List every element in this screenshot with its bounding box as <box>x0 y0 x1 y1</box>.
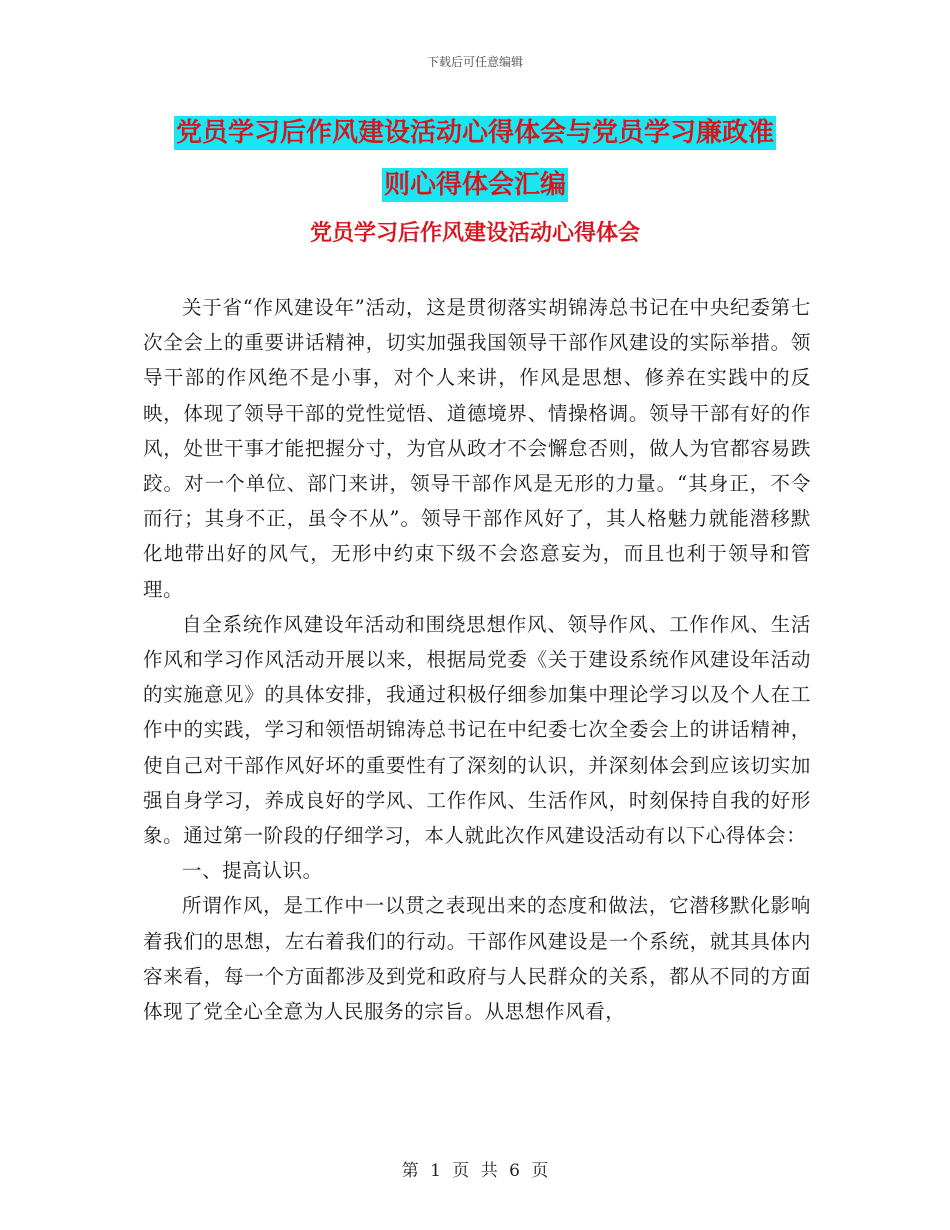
document-title-line-2: 则心得体会汇编 <box>383 170 566 200</box>
paragraph-4: 所谓作风，是工作中一以贯之表现出来的态度和做法，它潜移默化影响着我们的思想，左右着我们的行动。干部作风建设是一个系统，就其具体内容来看，每一个方面都涉及到党和政府与人民群众的关系，都从不同的方面体现了党全心全意为人民服务的宗旨。从思想作风看， <box>143 894 811 1024</box>
paragraph-1: 关于省“作风建设年”活动，这是贯彻落实胡锦涛总书记在中央纪委第七次全会上的重要讲话精神，切实加强我国领导干部作风建设的实际举措。领导干部的作风绝不是小事，对个人来讲，作风是思想、修养在实践中的反映，体现了领导干部的党性觉悟、道德境界、情操格调。领导干部有好的作风，处世干事才能把握分寸，为官从政才不会懈怠否则，做人为官都容易跌跤。对一个单位、部门来讲，领导干部作风是无形的力量。“其身正，不令而行；其身不正，虽令不从”。领导干部作风好了，其人格魅力就能潜移默化地带出好的风气，无形中约束下级不会恣意妄为，而且也利于领导和管理。 <box>143 296 811 601</box>
paragraph-2: 自全系统作风建设年活动和围绕思想作风、领导作风、工作作风、生活作风和学习作风活动开展以来，根据局党委《关于建设系统作风建设年活动的实施意见》的具体安排，我通过积极仔细参加集中理论学习以及个人在工作中的实践，学习和领悟胡锦涛总书记在中纪委七次全委会上的讲话精神，使自己对干部作风好坏的重要性有了深刻的认识，并深刻体会到应该切实加强自身学习，养成良好的学风、工作作风、生活作风，时刻保持自我的好形象。通过第一阶段的仔细学习，本人就此次作风建设活动有以下心得体会： <box>143 612 811 848</box>
body-text <box>143 290 811 1029</box>
document-title <box>0 108 950 210</box>
header-note: 下载后可任意编辑 <box>426 55 523 69</box>
paragraph-3: 一、提高认识。 <box>182 859 323 883</box>
document-title-line-1: 党员学习后作风建设活动心得体会与党员学习廉政准 <box>175 118 774 148</box>
page-footer: 第 1 页 共 6 页 <box>401 1161 549 1181</box>
section-title: 党员学习后作风建设活动心得体会 <box>309 221 640 246</box>
